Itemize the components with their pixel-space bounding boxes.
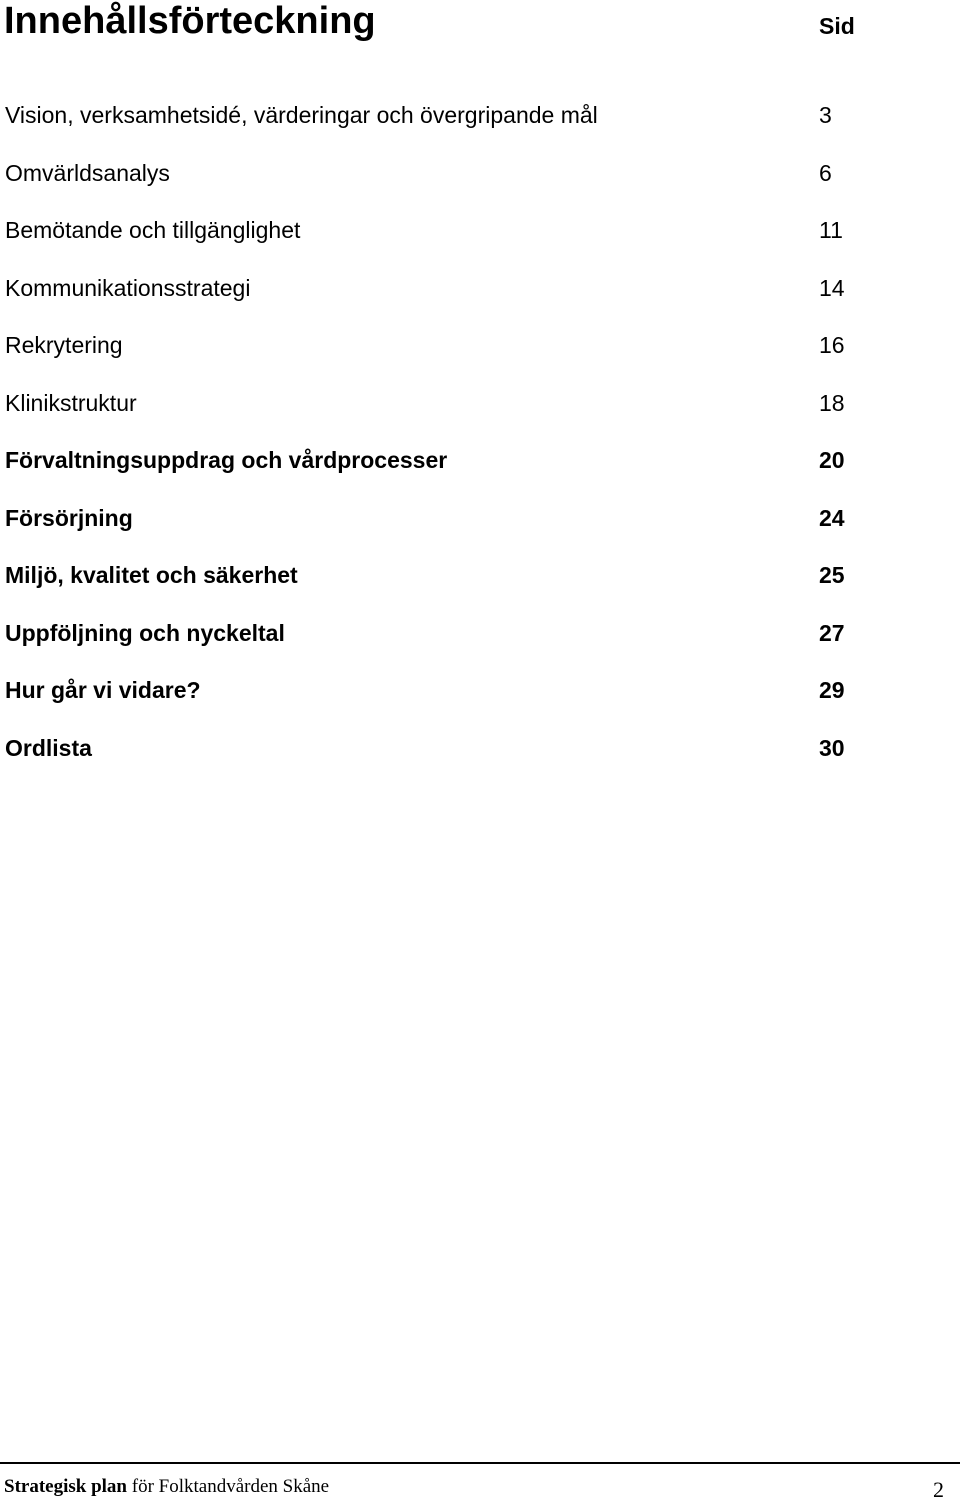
toc-entry-label: Förvaltningsuppdrag och vårdprocesser <box>5 447 448 473</box>
toc-entry-page: 29 <box>819 677 845 703</box>
toc-entry[interactable] <box>0 675 960 733</box>
toc-entry-label: Bemötande och tillgänglighet <box>5 217 301 243</box>
toc-entry[interactable] <box>0 273 960 331</box>
toc-entry-label: Kommunikationsstrategi <box>5 274 251 301</box>
toc-entry-label: Ordlista <box>5 734 92 761</box>
toc-entry[interactable] <box>0 215 960 273</box>
toc-entry[interactable] <box>0 158 960 216</box>
toc-entry-page: 11 <box>819 217 843 243</box>
toc-entry-label: Uppföljning och nyckeltal <box>5 619 285 646</box>
toc-entry-page: 30 <box>819 734 845 761</box>
footer-title <box>4 1474 329 1500</box>
toc-entry-page: 25 <box>819 562 845 588</box>
footer-title-rest: för Folktandvården Skåne <box>127 1476 330 1497</box>
toc-entry-page: 20 <box>819 447 845 473</box>
toc-entry-page: 16 <box>819 332 845 358</box>
toc-entry[interactable] <box>0 733 960 791</box>
toc-entry[interactable] <box>0 100 960 158</box>
toc-entry-label: Hur går vi vidare? <box>5 677 201 703</box>
toc-entry-page: 3 <box>819 102 832 128</box>
toc-entry[interactable] <box>0 503 960 561</box>
toc-entry-label: Försörjning <box>5 504 133 531</box>
footer-divider <box>0 1462 960 1464</box>
table-of-contents <box>0 100 960 790</box>
toc-entry-page: 18 <box>819 389 845 416</box>
toc-entry[interactable] <box>0 445 960 503</box>
toc-entry[interactable] <box>0 330 960 388</box>
toc-entry-page: 27 <box>819 619 845 646</box>
toc-entry-label: Vision, verksamhetsidé, värderingar och övergripande mål <box>5 102 598 128</box>
toc-entry-page: 6 <box>819 159 832 186</box>
toc-entry-label: Rekrytering <box>5 332 123 358</box>
page-column-header: Sid <box>819 13 855 39</box>
footer-page-number: 2 <box>933 1477 944 1502</box>
toc-entry-label: Klinikstruktur <box>5 389 137 416</box>
toc-entry-label: Omvärldsanalys <box>5 159 170 186</box>
page-title: Innehållsförteckning <box>4 0 376 42</box>
toc-entry-label: Miljö, kvalitet och säkerhet <box>5 562 298 588</box>
toc-entry[interactable] <box>0 388 960 446</box>
toc-entry[interactable] <box>0 618 960 676</box>
footer-title-bold: Strategisk plan <box>4 1476 127 1497</box>
toc-entry-page: 24 <box>819 504 845 531</box>
toc-entry[interactable] <box>0 560 960 618</box>
toc-entry-page: 14 <box>819 274 845 301</box>
